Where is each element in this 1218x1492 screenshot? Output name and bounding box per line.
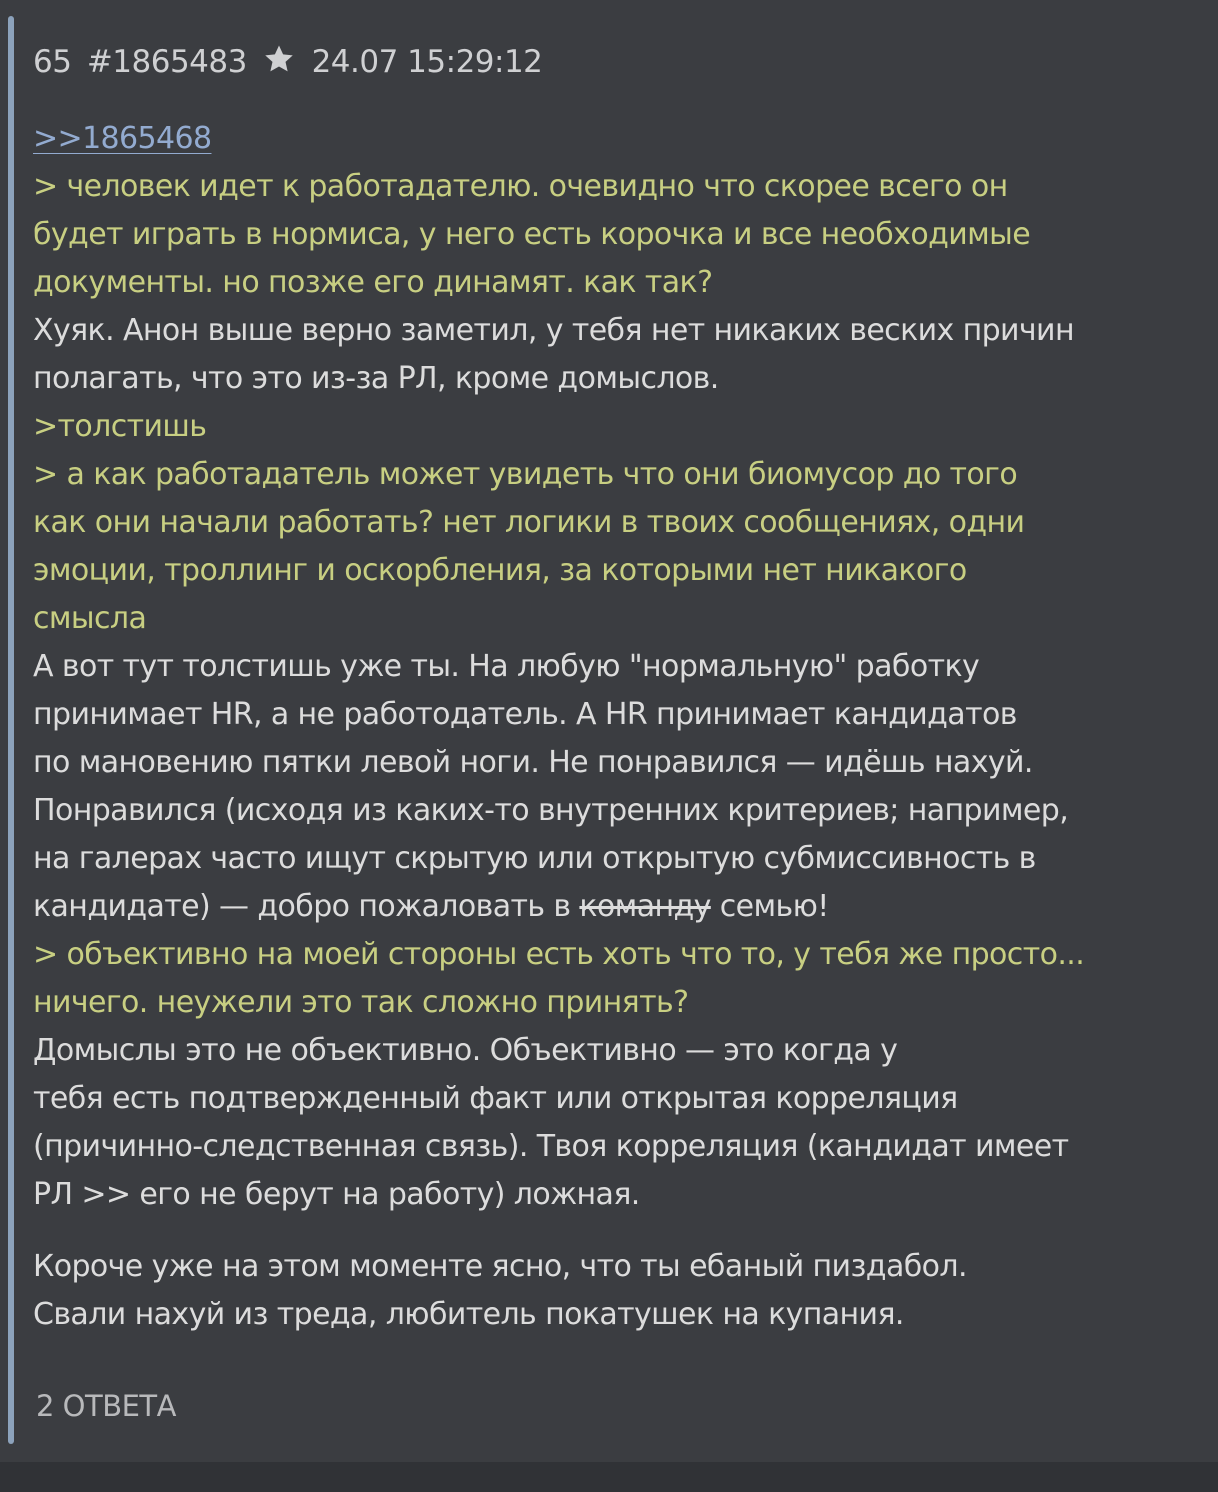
text-line: принимает HR, а не работодатель. А HR принимает кандидатов [33,697,1017,732]
text-line: Свали нахуй из треда, любитель покатушек на купания. [33,1297,904,1332]
star-icon[interactable] [262,42,296,76]
post-id[interactable]: #1865483 [86,44,247,80]
text-line: на галерах часто ищут скрытую или открытую субмиссивность в [33,841,1036,876]
text-line: (причинно-следственная связь). Твоя корреляция (кандидат имеет [33,1129,1069,1164]
text-line: по мановению пятки левой ноги. Не понравился — идёшь нахуй. [33,745,1033,780]
replies-button[interactable]: 2 ОТВЕТА [36,1389,176,1423]
post-accent-bar [8,16,14,1444]
quote-line: будет играть в нормиса, у него есть корочка и все необходимые [33,217,1031,252]
quote-line: > а как работадатель может увидеть что они биомусор до того [33,457,1018,492]
post-line-strike: кандидате) — добро пожаловать в команду семью! [33,889,829,924]
post-body [33,115,1198,1339]
text-line: Хуяк. Анон выше верно заметил, у тебя нет никаких веских причин [33,313,1074,348]
text-line: РЛ >> его не берут на работу) ложная. [33,1177,640,1212]
quote-line: документы. но позже его динамят. как так? [33,265,713,300]
quote-line: > человек идет к работадателю. очевидно что скорее всего он [33,169,1008,204]
bottom-divider [0,1462,1218,1492]
post-text-block-1 [33,163,1198,883]
text-line: Понравился (исходя из каких-то внутренних критериев; например, [33,793,1069,828]
quote-line: >толстишь [33,409,207,444]
struck-text: команду [579,889,711,924]
quote-line: как они начали работать? нет логики в твоих сообщениях, одни [33,505,1025,540]
quote-line: ничего. неужели это так сложно принять? [33,985,689,1020]
quote-line: > объективно на моей стороны есть хоть что то, у тебя же просто... [33,937,1085,972]
post-header [33,40,548,84]
reply-link[interactable]: >>1865468 [33,121,212,156]
text-line: Домыслы это не объективно. Объективно — это когда у [33,1033,898,1068]
text-line: Короче уже на этом моменте ясно, что ты ебаный пиздабол. [33,1249,967,1284]
text-line: А вот тут толстишь уже ты. На любую "нормальную" работку [33,649,980,684]
post-number: 65 [33,44,72,80]
quote-line: смысла [33,601,147,636]
post-date: 24.07 15:29:12 [311,44,543,80]
post-text-block-3 [33,1243,1198,1339]
quote-line: эмоции, троллинг и оскорбления, за которыми нет никакого [33,553,967,588]
post-text-block-2 [33,931,1198,1219]
text-line: полагать, что это из-за РЛ, кроме домыслов. [33,361,719,396]
text-line: тебя есть подтвержденный факт или открытая корреляция [33,1081,958,1116]
